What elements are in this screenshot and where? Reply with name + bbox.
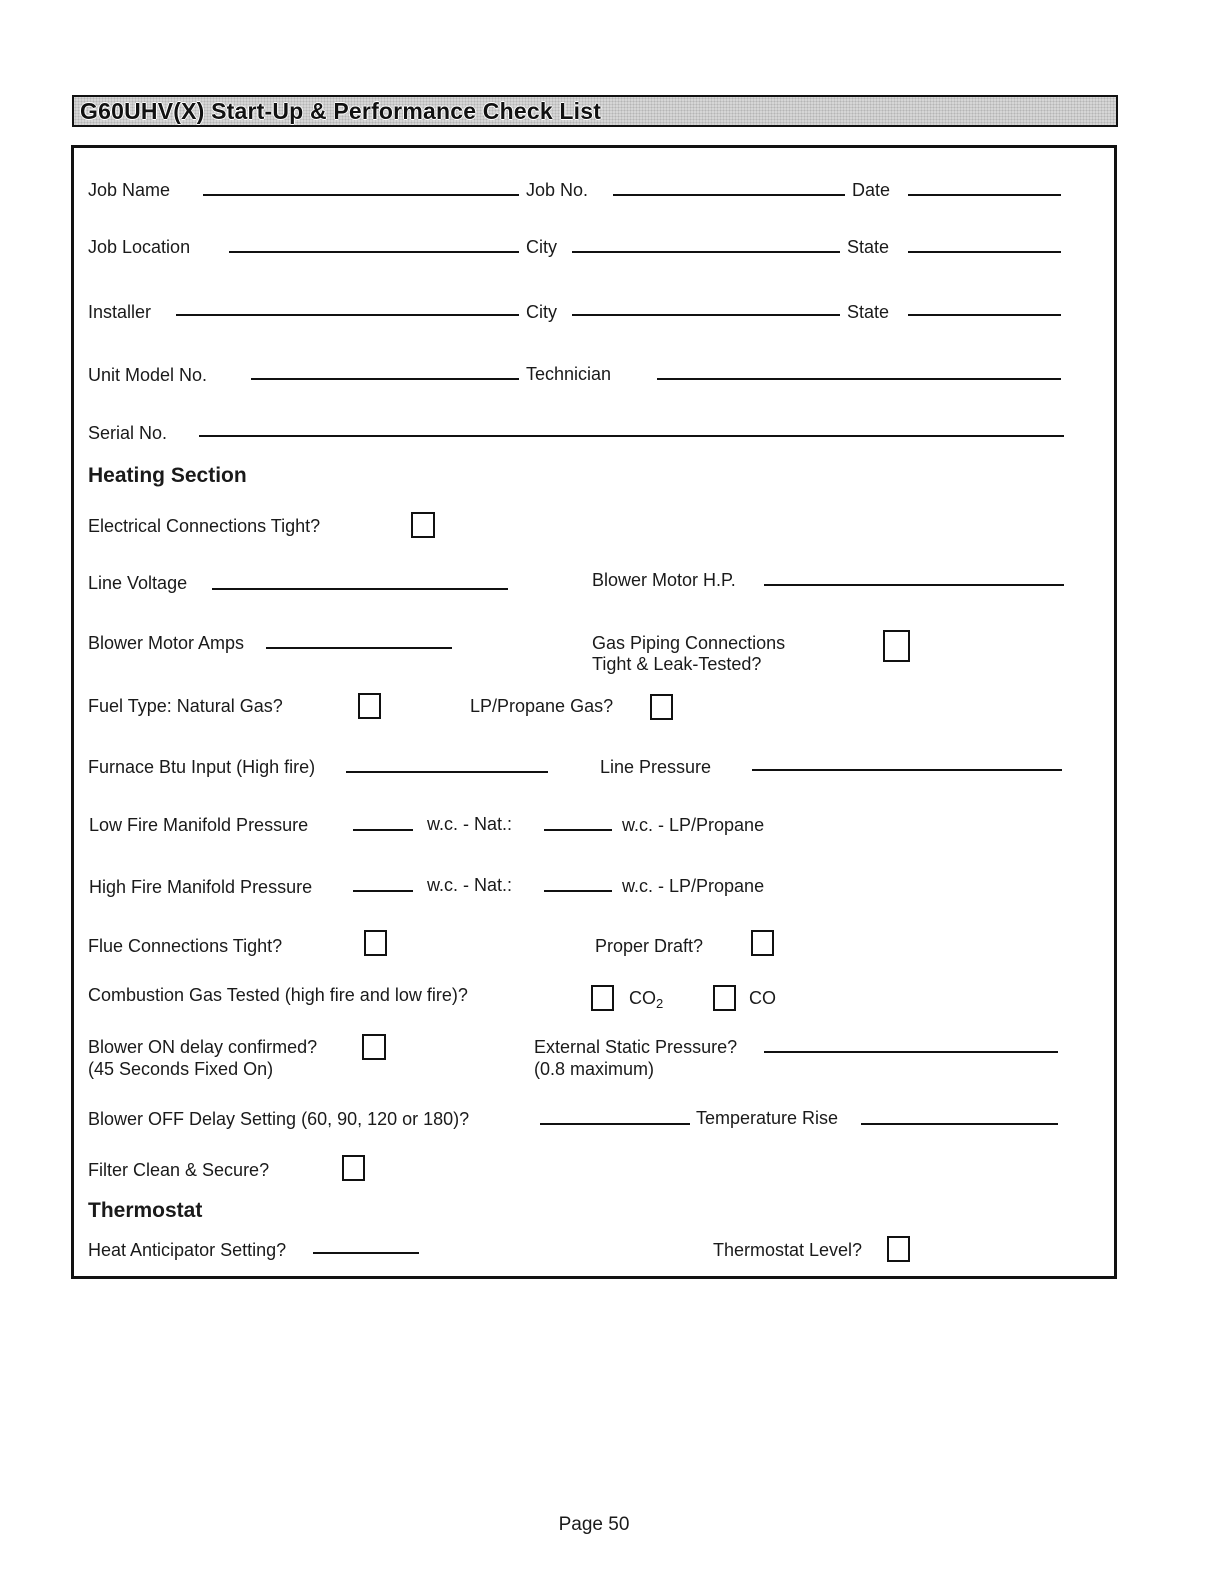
high-fire-nat-field[interactable]	[353, 890, 413, 892]
co-checkbox[interactable]	[713, 985, 736, 1011]
job-state-field[interactable]	[908, 251, 1061, 253]
job-name-field[interactable]	[203, 194, 519, 196]
technician-field[interactable]	[657, 378, 1061, 380]
electrical-connections-label: Electrical Connections Tight?	[88, 516, 321, 536]
filter-clean-checkbox[interactable]	[342, 1155, 365, 1181]
blower-off-delay-field[interactable]	[540, 1123, 690, 1125]
blower-on-delay-label-line1: Blower ON delay confirmed?	[88, 1037, 318, 1057]
blower-off-delay-label: Blower OFF Delay Setting (60, 90, 120 or 180)?	[88, 1109, 470, 1129]
job-location-label: Job Location	[88, 237, 191, 257]
furnace-btu-input-label: Furnace Btu Input (High fire)	[88, 757, 316, 777]
proper-draft-checkbox[interactable]	[751, 930, 774, 956]
serial-no-label: Serial No.	[88, 423, 168, 443]
co2-label-prefix: CO	[629, 988, 656, 1008]
low-fire-wc-lp-label: w.c. - LP/Propane	[622, 815, 765, 835]
date-label: Date	[852, 180, 891, 200]
high-fire-manifold-label: High Fire Manifold Pressure	[89, 877, 313, 897]
low-fire-manifold-label: Low Fire Manifold Pressure	[89, 815, 309, 835]
natural-gas-checkbox[interactable]	[358, 693, 381, 719]
proper-draft-label: Proper Draft?	[595, 936, 704, 956]
flue-connections-label: Flue Connections Tight?	[88, 936, 283, 956]
combustion-gas-label: Combustion Gas Tested (high fire and low fire)?	[88, 985, 468, 1005]
temperature-rise-label: Temperature Rise	[696, 1108, 839, 1128]
blower-motor-hp-field[interactable]	[764, 584, 1064, 586]
low-fire-nat-field[interactable]	[353, 829, 413, 831]
high-fire-wc-nat-label: w.c. - Nat.:	[427, 875, 513, 895]
job-no-label: Job No.	[526, 180, 589, 200]
page-number: Page 50	[558, 1514, 630, 1535]
installer-state-label: State	[847, 302, 890, 322]
job-city-label: City	[526, 237, 557, 257]
title-bar	[72, 95, 1118, 127]
installer-city-field[interactable]	[572, 314, 840, 316]
serial-no-field[interactable]	[199, 435, 1064, 437]
technician-label: Technician	[526, 364, 612, 384]
job-location-field[interactable]	[229, 251, 519, 253]
low-fire-wc-nat-label: w.c. - Nat.:	[427, 814, 513, 834]
blower-on-delay-label-line2: (45 Seconds Fixed On)	[88, 1059, 274, 1079]
blower-motor-hp-label: Blower Motor H.P.	[592, 570, 736, 590]
job-city-field[interactable]	[572, 251, 840, 253]
external-static-label-line2: (0.8 maximum)	[534, 1059, 655, 1079]
form-title: G60UHV(X) Start-Up & Performance Check List	[80, 98, 602, 124]
heat-anticipator-field[interactable]	[313, 1252, 419, 1254]
high-fire-lp-field[interactable]	[544, 890, 612, 892]
date-field[interactable]	[908, 194, 1061, 196]
lp-propane-checkbox[interactable]	[650, 694, 673, 720]
blower-on-delay-checkbox[interactable]	[362, 1034, 386, 1060]
unit-model-label: Unit Model No.	[88, 365, 208, 385]
job-state-label: State	[847, 237, 890, 257]
unit-model-field[interactable]	[251, 378, 519, 380]
gas-piping-checkbox[interactable]	[883, 630, 910, 662]
co2-label-subscript: 2	[656, 996, 664, 1011]
thermostat-heading: Thermostat	[88, 1199, 203, 1222]
external-static-label-line1: External Static Pressure?	[534, 1037, 738, 1057]
flue-connections-checkbox[interactable]	[364, 930, 387, 956]
gas-piping-label-line2: Tight & Leak-Tested?	[592, 654, 762, 674]
heating-section-heading: Heating Section	[88, 464, 247, 487]
co-label: CO	[749, 988, 776, 1008]
co2-checkbox[interactable]	[591, 985, 614, 1011]
external-static-field[interactable]	[764, 1051, 1058, 1053]
line-pressure-label: Line Pressure	[600, 757, 712, 777]
gas-piping-label-line1: Gas Piping Connections	[592, 633, 786, 653]
installer-city-label: City	[526, 302, 557, 322]
temperature-rise-field[interactable]	[861, 1123, 1058, 1125]
lp-propane-gas-label: LP/Propane Gas?	[470, 696, 614, 716]
fuel-type-natural-label: Fuel Type: Natural Gas?	[88, 696, 283, 716]
high-fire-wc-lp-label: w.c. - LP/Propane	[622, 876, 765, 896]
blower-motor-amps-field[interactable]	[266, 647, 452, 649]
filter-clean-label: Filter Clean & Secure?	[88, 1160, 270, 1180]
thermostat-level-checkbox[interactable]	[887, 1236, 910, 1262]
electrical-connections-checkbox[interactable]	[411, 512, 435, 538]
heat-anticipator-label: Heat Anticipator Setting?	[88, 1240, 287, 1260]
line-pressure-field[interactable]	[752, 769, 1062, 771]
line-voltage-label: Line Voltage	[88, 573, 188, 593]
blower-motor-amps-label: Blower Motor Amps	[88, 633, 245, 653]
installer-field[interactable]	[176, 314, 519, 316]
line-voltage-field[interactable]	[212, 588, 508, 590]
job-name-label: Job Name	[88, 180, 171, 200]
co2-label	[629, 988, 663, 1014]
installer-label: Installer	[88, 302, 152, 322]
job-no-field[interactable]	[613, 194, 845, 196]
installer-state-field[interactable]	[908, 314, 1061, 316]
thermostat-level-label: Thermostat Level?	[713, 1240, 863, 1260]
furnace-btu-input-field[interactable]	[346, 771, 548, 773]
low-fire-lp-field[interactable]	[544, 829, 612, 831]
